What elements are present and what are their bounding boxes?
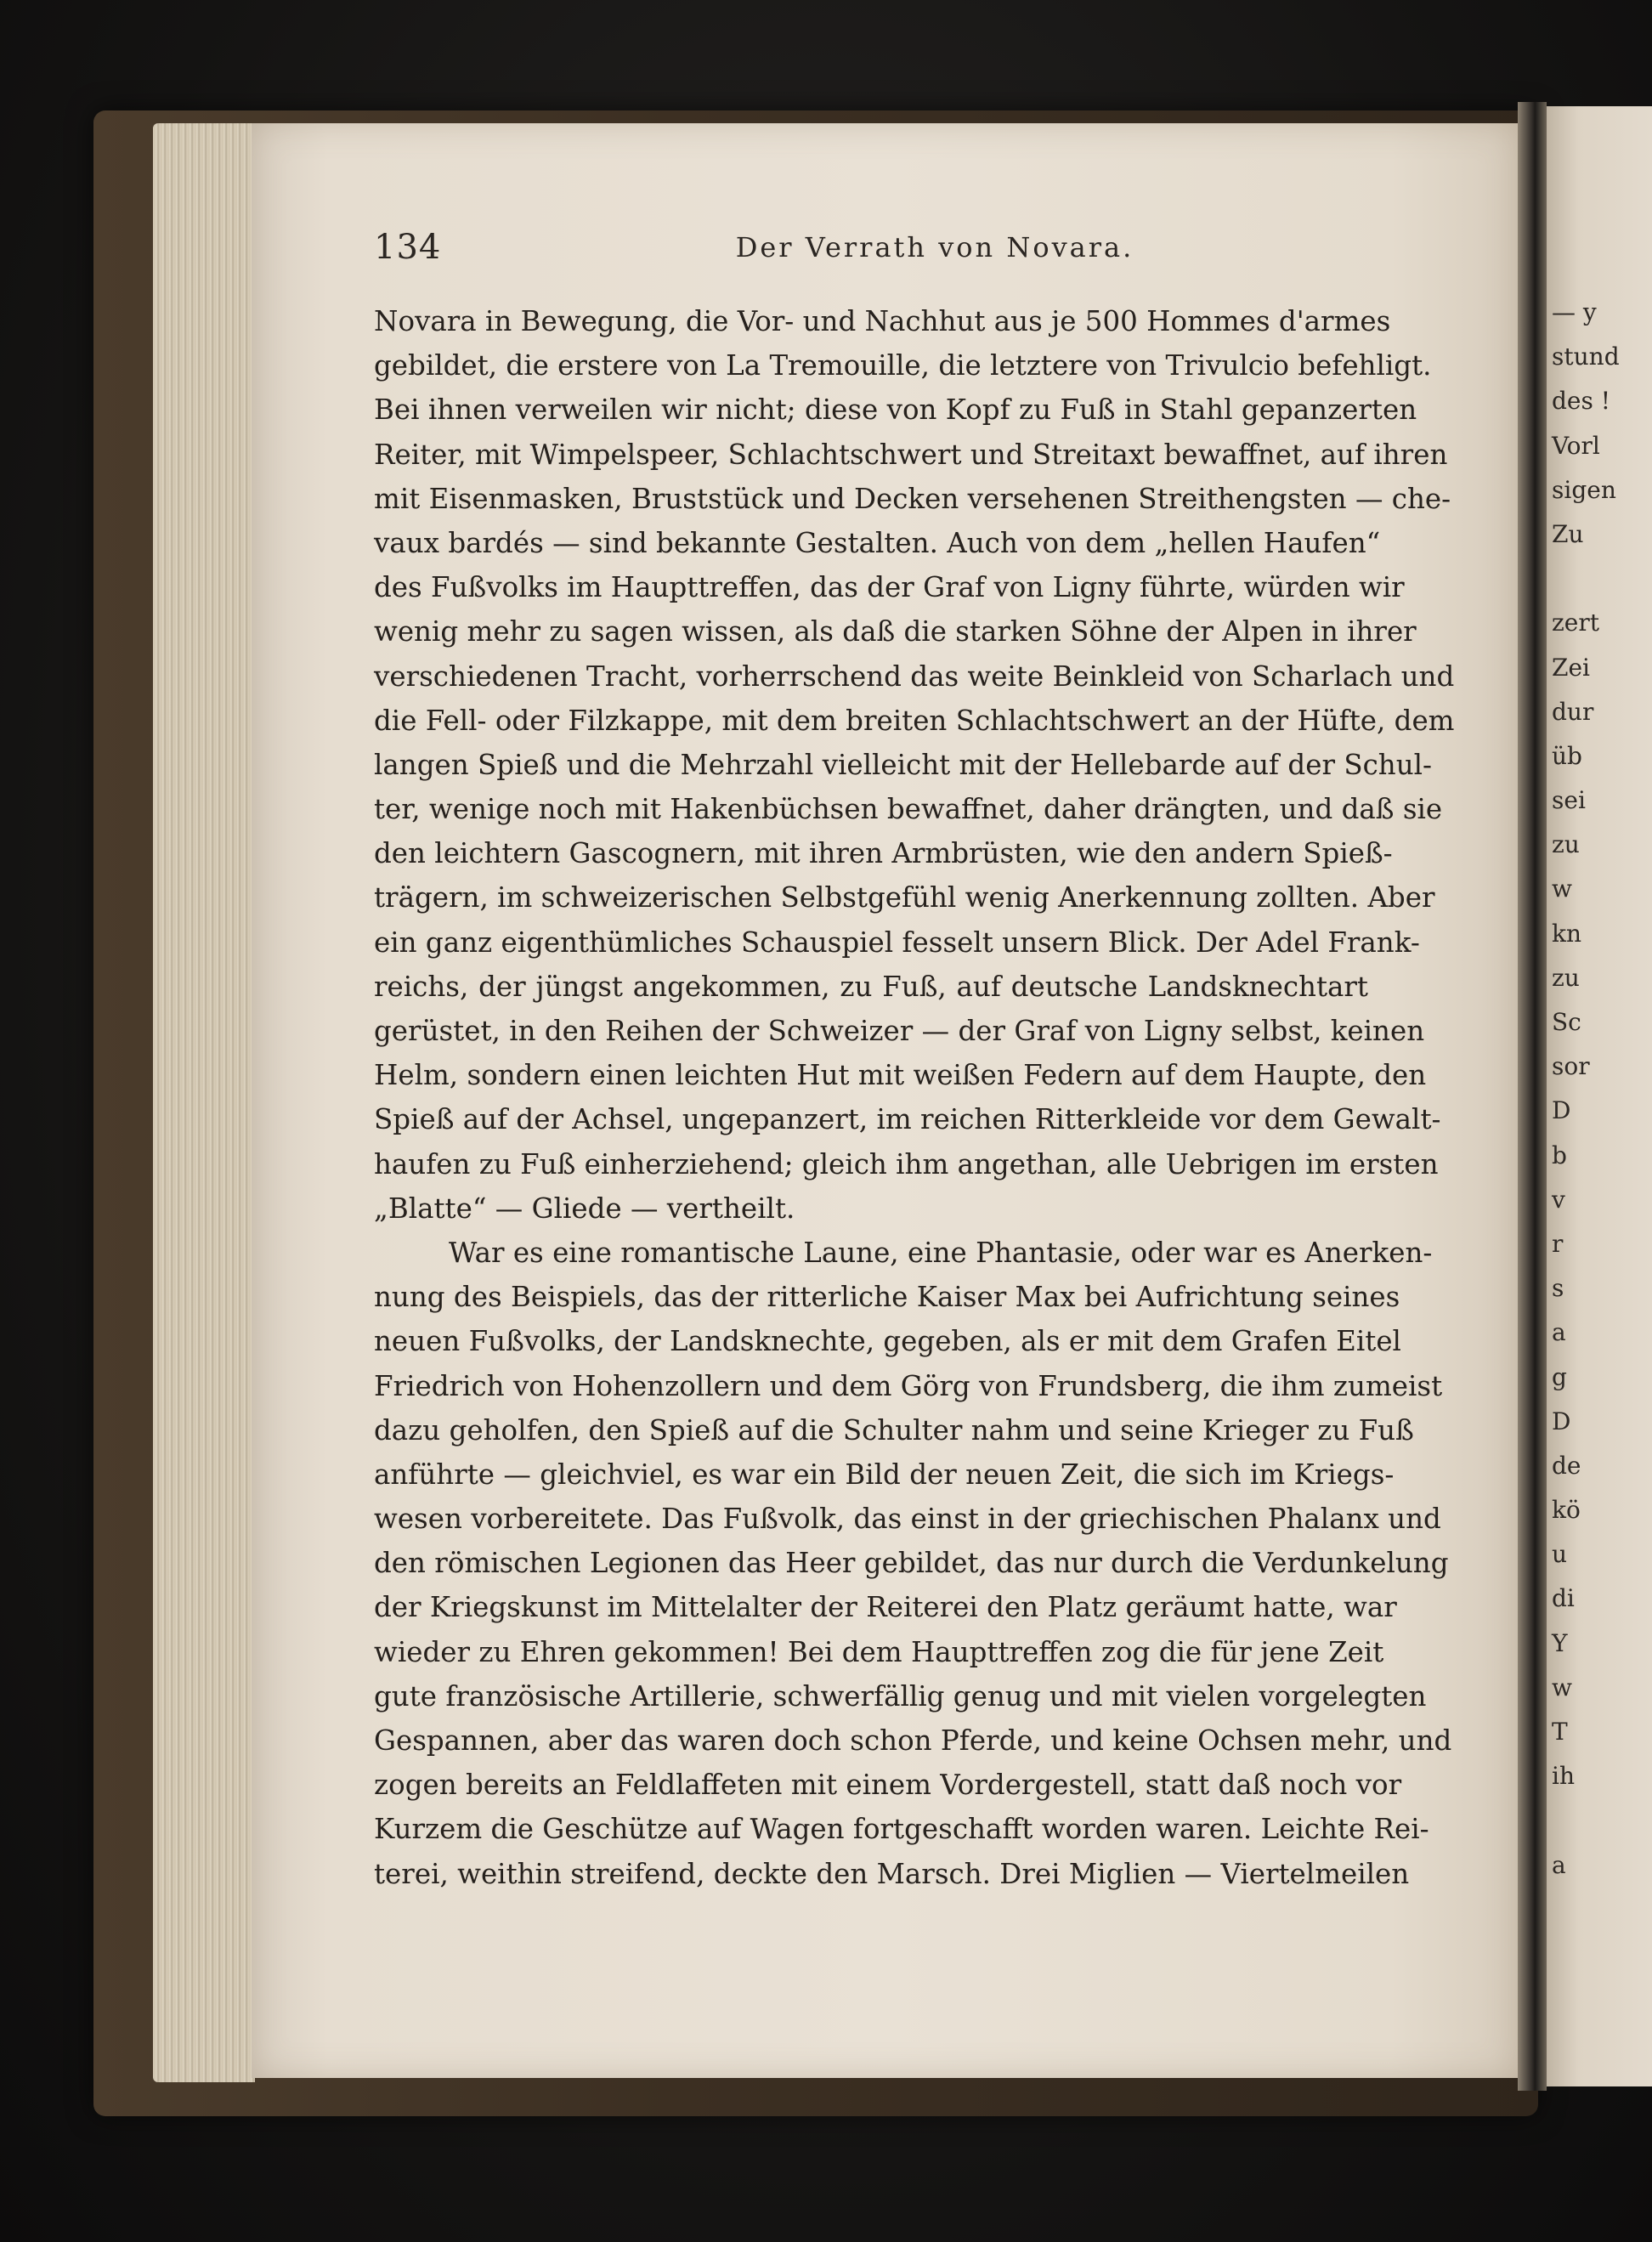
facing-page-fragment: stund [1552, 343, 1620, 371]
text-line: den leichtern Gascognern, mit ihren Armbrüsten, wie den andern Spieß- [374, 837, 1393, 870]
facing-page-fragment: v [1552, 1185, 1565, 1214]
facing-page-fragment: r [1552, 1229, 1564, 1258]
facing-page-fragment: g [1552, 1362, 1567, 1391]
facing-page-fragment: w [1552, 1673, 1572, 1701]
facing-page-fragment: sei [1552, 786, 1586, 815]
facing-page-fragment: des ! [1552, 387, 1611, 416]
facing-page-fragment: zert [1552, 609, 1599, 637]
text-line: Spieß auf der Achsel, ungepanzert, im reichen Ritterkleide vor dem Gewalt- [374, 1103, 1441, 1136]
facing-page-fragment: Vorl [1552, 431, 1600, 460]
text-line: mit Eisenmasken, Bruststück und Decken versehenen Streithengsten — che- [374, 482, 1451, 515]
facing-page-fragment: Y [1552, 1628, 1568, 1657]
text-line: anführte — gleichviel, es war ein Bild der neuen Zeit, die sich im Kriegs- [374, 1458, 1395, 1491]
text-line: nung des Beispiels, das der ritterliche Kaiser Max bei Aufrichtung seines [374, 1281, 1400, 1314]
facing-page-fragment: sor [1552, 1052, 1590, 1081]
facing-page-fragment: T [1552, 1718, 1568, 1746]
text-line: der Kriegskunst im Mittelalter der Reiterei den Platz geräumt hatte, war [374, 1591, 1397, 1624]
facing-page-fragment: di [1552, 1584, 1575, 1613]
book-gutter [1518, 102, 1547, 2091]
facing-page-fragment: D [1552, 1407, 1571, 1435]
facing-page-fragment: a [1552, 1318, 1566, 1347]
facing-page-fragment: zu [1552, 830, 1580, 859]
text-line: haufen zu Fuß einherziehend; gleich ihm angethan, alle Uebrigen im ersten [374, 1147, 1439, 1180]
page-number: 134 [374, 228, 442, 267]
facing-page-fragment: Zu [1552, 519, 1584, 548]
facing-page-text [1552, 291, 1652, 1888]
running-title: Der Verrath von Novara. [735, 231, 1134, 263]
facing-page-fragment: de [1552, 1451, 1581, 1480]
text-line: wesen vorbereitete. Das Fußvolk, das einst in der griechischen Phalanx und [374, 1503, 1441, 1536]
text-line: Friedrich von Hohenzollern und dem Görg von Frundsberg, die ihm zumeist [374, 1369, 1443, 1402]
facing-page-fragment: ih [1552, 1762, 1575, 1791]
text-line: „Blatte“ — Gliede — vertheilt. [374, 1192, 795, 1225]
facing-page-fragment: D [1552, 1096, 1571, 1125]
facing-page-fragment: b [1552, 1141, 1567, 1169]
facing-page-fragment: zu [1552, 963, 1580, 992]
text-line: vaux bardés — sind bekannte Gestalten. Auch von dem „hellen Haufen“ [374, 526, 1381, 559]
text-line: Helm, sondern einen leichten Hut mit weißen Federn auf dem Haupte, den [374, 1059, 1427, 1092]
text-line: langen Spieß und die Mehrzahl vielleicht mit der Hellebarde auf der Schul- [374, 748, 1433, 781]
paragraph [374, 1231, 1452, 1896]
text-line: gebildet, die erstere von La Tremouille, die letztere von Trivulcio befehligt. [374, 349, 1432, 382]
facing-page-fragment: Sc [1552, 1008, 1581, 1036]
facing-page-fragment: s [1552, 1274, 1564, 1303]
facing-page-fragment: kn [1552, 919, 1581, 948]
text-line: trägern, im schweizerischen Selbstgefühl wenig Anerkennung zollten. Aber [374, 881, 1435, 914]
facing-page-fragment: dur [1552, 697, 1594, 726]
text-line: des Fußvolks im Haupttreffen, das der Graf von Ligny führte, würden wir [374, 571, 1405, 604]
text-line: terei, weithin streifend, deckte den Marsch. Drei Miglien — Viertelmeilen [374, 1857, 1410, 1890]
text-line: wieder zu Ehren gekommen! Bei dem Haupttreffen zog die für jene Zeit [374, 1635, 1384, 1668]
facing-page-fragment: kö [1552, 1496, 1581, 1525]
paragraph [374, 299, 1455, 1231]
facing-page-fragment [1552, 557, 1652, 601]
text-line: zogen bereits an Feldlaffeten mit einem Vordergestell, statt daß noch vor [374, 1769, 1402, 1802]
running-head [374, 228, 1377, 279]
text-line: ein ganz eigenthümliches Schauspiel fesselt unsern Blick. Der Adel Frank- [374, 926, 1420, 959]
text-line: War es eine romantische Laune, eine Phantasie, oder war es Anerken- [449, 1236, 1433, 1269]
text-line: verschiedenen Tracht, vorherrschend das weite Beinkleid von Scharlach und [374, 660, 1455, 693]
facing-page-fragment: — y [1552, 298, 1597, 326]
facing-page-fragment: üb [1552, 741, 1582, 770]
text-line: gerüstet, in den Reihen der Schweizer — der Graf von Ligny selbst, keinen [374, 1015, 1425, 1047]
text-line: Bei ihnen verweilen wir nicht; diese von Kopf zu Fuß in Stahl gepanzerten [374, 393, 1417, 427]
facing-page-fragment: u [1552, 1540, 1568, 1569]
text-line: dazu geholfen, den Spieß auf die Schulter nahm und seine Krieger zu Fuß [374, 1413, 1414, 1447]
text-line: ter, wenige noch mit Hakenbüchsen bewaffnet, daher drängten, und daß sie [374, 793, 1443, 826]
text-line: den römischen Legionen das Heer gebildet, das nur durch die Verdunkelung [374, 1547, 1449, 1580]
facing-page-fragment: sigen [1552, 475, 1616, 504]
page-edges [153, 123, 255, 2082]
text-line: Kurzem die Geschütze auf Wagen fortgeschafft worden waren. Leichte Rei- [374, 1813, 1429, 1846]
text-line: wenig mehr zu sagen wissen, als daß die starken Söhne der Alpen in ihrer [374, 615, 1417, 648]
text-line: neuen Fußvolks, der Landsknechte, gegeben, als er mit dem Grafen Eitel [374, 1325, 1401, 1358]
text-line: die Fell- oder Filzkappe, mit dem breiten Schlachtschwert an der Hüfte, dem [374, 704, 1455, 737]
text-line: reichs, der jüngst angekommen, zu Fuß, auf deutsche Landsknechtart [374, 970, 1368, 1003]
text-line: gute französische Artillerie, schwerfällig genug und mit vielen vorgelegten [374, 1679, 1427, 1713]
body-text [374, 299, 1455, 1896]
text-line: Reiter, mit Wimpelspeer, Schlachtschwert und Streitaxt bewaffnet, auf ihren [374, 438, 1448, 471]
facing-page-fragment: a [1552, 1850, 1566, 1879]
facing-page-fragment: Zei [1552, 653, 1590, 682]
text-line: Gespannen, aber das waren doch schon Pferde, und keine Ochsen mehr, und [374, 1724, 1452, 1757]
facing-page-fragment [1552, 1798, 1652, 1843]
text-line: Novara in Bewegung, die Vor- und Nachhut aus je 500 Hommes d'armes [374, 305, 1391, 337]
facing-page-fragment: w [1552, 875, 1572, 903]
